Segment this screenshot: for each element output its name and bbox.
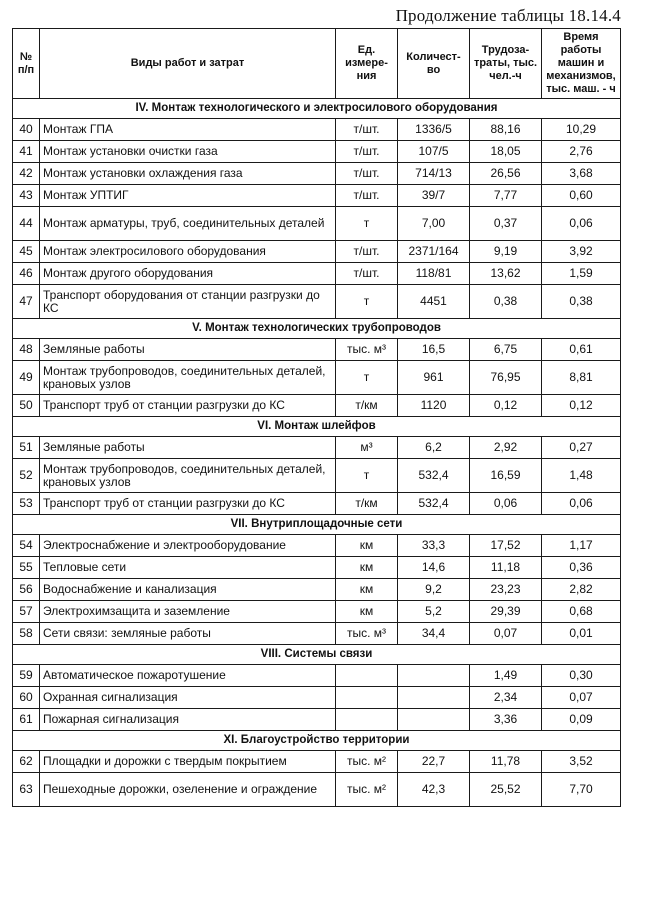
cell-labor: 17,52	[470, 535, 542, 557]
cell-mach: 8,81	[542, 361, 621, 395]
cell-unit: км	[336, 601, 398, 623]
table-row	[13, 361, 621, 395]
cell-unit: т/км	[336, 395, 398, 417]
table-row	[13, 285, 621, 319]
cell-mach: 10,29	[542, 119, 621, 141]
cell-labor: 13,62	[470, 263, 542, 285]
cell-mach: 1,59	[542, 263, 621, 285]
cell-unit: тыс. м²	[336, 751, 398, 773]
cell-labor: 0,37	[470, 207, 542, 241]
cell-qty: 6,2	[398, 437, 470, 459]
cell-unit: т/шт.	[336, 163, 398, 185]
cell-mach: 0,68	[542, 601, 621, 623]
cell-mach: 0,30	[542, 665, 621, 687]
cell-name: Электроснабжение и электрооборудование	[40, 535, 336, 557]
cell-num: 42	[13, 163, 40, 185]
cell-mach: 1,17	[542, 535, 621, 557]
cell-num: 54	[13, 535, 40, 557]
cell-labor: 11,18	[470, 557, 542, 579]
cell-labor: 6,75	[470, 339, 542, 361]
cell-labor: 29,39	[470, 601, 542, 623]
cell-qty: 532,4	[398, 493, 470, 515]
cell-mach: 0,06	[542, 493, 621, 515]
cell-num: 50	[13, 395, 40, 417]
table-row	[13, 437, 621, 459]
cell-mach: 3,92	[542, 241, 621, 263]
cell-name: Охранная сигнализация	[40, 687, 336, 709]
cell-mach: 0,01	[542, 623, 621, 645]
cell-unit	[336, 687, 398, 709]
cell-labor: 3,36	[470, 709, 542, 731]
cell-labor: 76,95	[470, 361, 542, 395]
table-row	[13, 241, 621, 263]
cell-mach: 1,48	[542, 459, 621, 493]
cell-labor: 7,77	[470, 185, 542, 207]
cell-labor: 25,52	[470, 773, 542, 807]
cell-qty: 9,2	[398, 579, 470, 601]
works-table	[12, 28, 621, 807]
cell-num: 58	[13, 623, 40, 645]
cell-num: 61	[13, 709, 40, 731]
cell-name: Электрохимзащита и заземление	[40, 601, 336, 623]
cell-unit: т/шт.	[336, 185, 398, 207]
cell-num: 57	[13, 601, 40, 623]
cell-mach: 0,12	[542, 395, 621, 417]
cell-qty: 16,5	[398, 339, 470, 361]
cell-name: Монтаж другого оборудования	[40, 263, 336, 285]
cell-name: Пешеходные дорожки, озеленение и ограждение	[40, 773, 336, 807]
section-row	[13, 99, 621, 119]
cell-num: 52	[13, 459, 40, 493]
cell-name: Тепловые сети	[40, 557, 336, 579]
cell-labor: 0,38	[470, 285, 542, 319]
section-title: IV. Монтаж технологического и электросилового оборудования	[13, 99, 621, 119]
cell-num: 43	[13, 185, 40, 207]
cell-mach: 0,06	[542, 207, 621, 241]
cell-num: 48	[13, 339, 40, 361]
cell-num: 55	[13, 557, 40, 579]
cell-unit: тыс. м³	[336, 339, 398, 361]
table-row	[13, 535, 621, 557]
cell-unit: км	[336, 535, 398, 557]
cell-mach: 2,82	[542, 579, 621, 601]
cell-unit: км	[336, 557, 398, 579]
table-row	[13, 623, 621, 645]
table-row	[13, 665, 621, 687]
cell-labor: 2,92	[470, 437, 542, 459]
table-row	[13, 141, 621, 163]
table-row	[13, 119, 621, 141]
cell-mach: 0,09	[542, 709, 621, 731]
cell-name: Монтаж УПТИГ	[40, 185, 336, 207]
cell-name: Транспорт труб от станции разгрузки до КС	[40, 493, 336, 515]
cell-name: Сети связи: земляные работы	[40, 623, 336, 645]
cell-unit: т/км	[336, 493, 398, 515]
cell-unit: м³	[336, 437, 398, 459]
cell-name: Монтаж трубопроводов, соединительных деталей, крановых узлов	[40, 361, 336, 395]
cell-labor: 23,23	[470, 579, 542, 601]
cell-qty	[398, 687, 470, 709]
cell-mach: 7,70	[542, 773, 621, 807]
cell-mach: 0,36	[542, 557, 621, 579]
section-row	[13, 417, 621, 437]
cell-unit: т/шт.	[336, 141, 398, 163]
table-row	[13, 339, 621, 361]
cell-num: 51	[13, 437, 40, 459]
cell-qty: 714/13	[398, 163, 470, 185]
cell-name: Транспорт оборудования от станции разгрузки до КС	[40, 285, 336, 319]
table-row	[13, 163, 621, 185]
cell-num: 53	[13, 493, 40, 515]
cell-mach: 0,07	[542, 687, 621, 709]
cell-mach: 0,38	[542, 285, 621, 319]
cell-mach: 2,76	[542, 141, 621, 163]
section-title: V. Монтаж технологических трубопроводов	[13, 319, 621, 339]
cell-name: Монтаж установки очистки газа	[40, 141, 336, 163]
cell-qty: 107/5	[398, 141, 470, 163]
cell-name: Монтаж ГПА	[40, 119, 336, 141]
section-row	[13, 319, 621, 339]
cell-name: Пожарная сигнализация	[40, 709, 336, 731]
cell-qty: 5,2	[398, 601, 470, 623]
cell-unit: тыс. м³	[336, 623, 398, 645]
cell-mach: 0,61	[542, 339, 621, 361]
table-row	[13, 709, 621, 731]
cell-name: Земляные работы	[40, 437, 336, 459]
cell-num: 63	[13, 773, 40, 807]
cell-qty: 33,3	[398, 535, 470, 557]
header-unit: Ед. измере-ния	[336, 29, 398, 99]
cell-name: Земляные работы	[40, 339, 336, 361]
table-row	[13, 687, 621, 709]
cell-labor: 11,78	[470, 751, 542, 773]
cell-qty: 961	[398, 361, 470, 395]
cell-labor: 1,49	[470, 665, 542, 687]
cell-num: 56	[13, 579, 40, 601]
cell-labor: 9,19	[470, 241, 542, 263]
table-row	[13, 493, 621, 515]
cell-num: 62	[13, 751, 40, 773]
cell-mach: 0,60	[542, 185, 621, 207]
cell-unit: т/шт.	[336, 263, 398, 285]
cell-unit: т/шт.	[336, 241, 398, 263]
header-mach: Время работы машин и механизмов, тыс. маш. - ч	[542, 29, 621, 99]
cell-num: 59	[13, 665, 40, 687]
section-title: XI. Благоустройство территории	[13, 731, 621, 751]
section-title: VII. Внутриплощадочные сети	[13, 515, 621, 535]
cell-num: 60	[13, 687, 40, 709]
cell-qty: 7,00	[398, 207, 470, 241]
section-row	[13, 731, 621, 751]
cell-qty: 22,7	[398, 751, 470, 773]
cell-qty: 1120	[398, 395, 470, 417]
cell-qty: 2371/164	[398, 241, 470, 263]
cell-unit: км	[336, 579, 398, 601]
cell-num: 41	[13, 141, 40, 163]
cell-qty: 14,6	[398, 557, 470, 579]
header-name: Виды работ и затрат	[40, 29, 336, 99]
table-row	[13, 557, 621, 579]
cell-name: Водоснабжение и канализация	[40, 579, 336, 601]
cell-unit: т	[336, 207, 398, 241]
section-title: VI. Монтаж шлейфов	[13, 417, 621, 437]
cell-num: 47	[13, 285, 40, 319]
cell-name: Площадки и дорожки с твердым покрытием	[40, 751, 336, 773]
cell-qty: 1336/5	[398, 119, 470, 141]
table-row	[13, 751, 621, 773]
cell-qty	[398, 665, 470, 687]
cell-mach: 0,27	[542, 437, 621, 459]
cell-name: Монтаж арматуры, труб, соединительных деталей	[40, 207, 336, 241]
header-row	[13, 29, 621, 99]
table-row	[13, 773, 621, 807]
header-num: № п/п	[13, 29, 40, 99]
header-qty: Количест-во	[398, 29, 470, 99]
cell-qty: 39/7	[398, 185, 470, 207]
section-title: VIII. Системы связи	[13, 645, 621, 665]
table-row	[13, 207, 621, 241]
cell-labor: 0,12	[470, 395, 542, 417]
cell-unit	[336, 665, 398, 687]
cell-labor: 0,07	[470, 623, 542, 645]
cell-unit	[336, 709, 398, 731]
cell-name: Монтаж электросилового оборудования	[40, 241, 336, 263]
cell-mach: 3,52	[542, 751, 621, 773]
table-body	[13, 99, 621, 807]
cell-num: 45	[13, 241, 40, 263]
cell-num: 40	[13, 119, 40, 141]
section-row	[13, 645, 621, 665]
header-labor: Трудоза-траты, тыс. чел.-ч	[470, 29, 542, 99]
table-row	[13, 459, 621, 493]
cell-labor: 18,05	[470, 141, 542, 163]
cell-name: Монтаж установки охлаждения газа	[40, 163, 336, 185]
cell-qty: 532,4	[398, 459, 470, 493]
table-caption: Продолжение таблицы 18.14.4	[395, 6, 621, 25]
section-row	[13, 515, 621, 535]
cell-unit: т	[336, 285, 398, 319]
cell-unit: т	[336, 361, 398, 395]
cell-qty: 118/81	[398, 263, 470, 285]
cell-unit: тыс. м²	[336, 773, 398, 807]
cell-labor: 88,16	[470, 119, 542, 141]
cell-labor: 0,06	[470, 493, 542, 515]
table-row	[13, 395, 621, 417]
cell-num: 44	[13, 207, 40, 241]
cell-num: 46	[13, 263, 40, 285]
cell-name: Автоматическое пожаротушение	[40, 665, 336, 687]
cell-name: Монтаж трубопроводов, соединительных деталей, крановых узлов	[40, 459, 336, 493]
cell-qty: 42,3	[398, 773, 470, 807]
cell-qty	[398, 709, 470, 731]
cell-mach: 3,68	[542, 163, 621, 185]
cell-labor: 26,56	[470, 163, 542, 185]
table-row	[13, 185, 621, 207]
cell-name: Транспорт труб от станции разгрузки до КС	[40, 395, 336, 417]
table-row	[13, 601, 621, 623]
cell-unit: т	[336, 459, 398, 493]
cell-qty: 4451	[398, 285, 470, 319]
cell-labor: 16,59	[470, 459, 542, 493]
table-row	[13, 263, 621, 285]
table-row	[13, 579, 621, 601]
cell-num: 49	[13, 361, 40, 395]
cell-unit: т/шт.	[336, 119, 398, 141]
cell-labor: 2,34	[470, 687, 542, 709]
cell-qty: 34,4	[398, 623, 470, 645]
